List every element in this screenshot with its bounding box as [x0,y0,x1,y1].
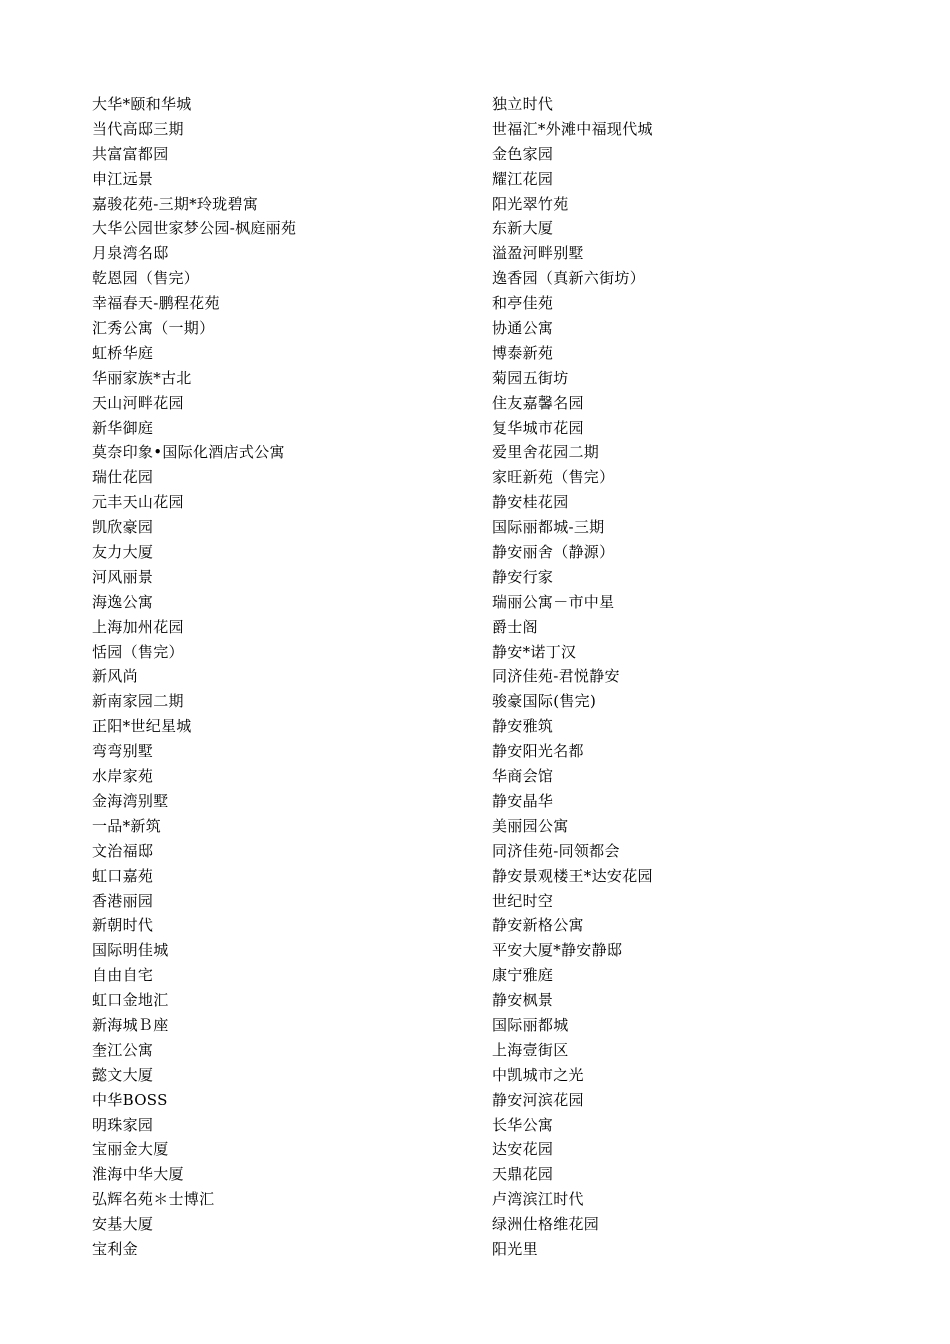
left-column-item: 元丰天山花园 [92,493,184,512]
left-column-item: 海逸公寓 [92,592,154,611]
right-column-item: 国际丽都城-三期 [492,518,605,537]
left-column-item: 一品*新筑 [92,816,162,835]
left-column-item: 月泉湾名邸 [92,244,169,263]
left-column-item: 安基大厦 [92,1215,154,1234]
left-column-item: 友力大厦 [92,543,154,562]
right-column-item: 达安花园 [492,1140,554,1159]
left-column-item: 弯弯别墅 [92,742,154,761]
left-column-item: 香港丽园 [92,891,154,910]
left-column-item: 大华公园世家梦公园-枫庭丽苑 [92,219,297,238]
right-column-item: 静安阳光名都 [492,742,584,761]
left-column-item: 正阳*世纪星城 [92,717,192,736]
right-column-item: 溢盈河畔别墅 [492,244,584,263]
left-column-item: 奎江公寓 [92,1040,154,1059]
left-column-item: 弘辉名苑＊士博汇 [92,1190,215,1209]
left-column-item: 宝丽金大厦 [92,1140,169,1159]
right-column-item: 静安新格公寓 [492,916,584,935]
left-column-item: 新朝时代 [92,916,154,935]
right-column-item: 世纪时空 [492,891,554,910]
left-column-item: 申江远景 [92,169,154,188]
right-column-item: 静安*诺丁汉 [492,642,577,661]
right-column-item: 金色家园 [492,144,554,163]
right-column-item: 美丽园公寓 [492,816,569,835]
left-column-item: 新华御庭 [92,418,154,437]
right-column-item: 静安晶华 [492,791,554,810]
left-column-item: 文治福邸 [92,841,154,860]
left-column-item: 虹口嘉苑 [92,866,154,885]
left-column-item: 淮海中华大厦 [92,1165,184,1184]
left-column-item: 中华BOSS [92,1090,168,1109]
left-column-item: 莫奈印象•国际化酒店式公寓 [92,443,285,462]
right-column-item: 静安景观楼王*达安花园 [492,866,653,885]
right-column-item: 逸香园（真新六街坊） [492,269,646,288]
right-column-item: 耀江花园 [492,169,554,188]
right-column-item: 华商会馆 [492,767,554,786]
right-column-item: 绿洲仕格维花园 [492,1215,600,1234]
right-column-item: 同济佳苑-君悦静安 [492,667,620,686]
left-column-item: 新海城Ｂ座 [92,1015,169,1034]
left-column-item: 华丽家族*古北 [92,368,192,387]
left-column-item: 金海湾别墅 [92,791,169,810]
right-column-item: 卢湾滨江时代 [492,1190,584,1209]
right-column-item: 协通公寓 [492,319,554,338]
right-column-item: 平安大厦*静安静邸 [492,941,623,960]
right-column-item: 瑞丽公寓－市中星 [492,592,615,611]
right-column-item: 东新大厦 [492,219,554,238]
left-column-item: 瑞仕花园 [92,468,154,487]
left-column-item: 嘉骏花苑-三期*玲珑碧寓 [92,194,259,213]
right-column-item: 菊园五街坊 [492,368,569,387]
right-column-item: 静安行家 [492,567,554,586]
left-column-item: 恬园（售完） [92,642,184,661]
right-column-item: 上海壹街区 [492,1040,569,1059]
left-column-item: 汇秀公寓（一期） [92,319,215,338]
left-column-item: 水岸家苑 [92,767,154,786]
right-column-item: 独立时代 [492,95,554,113]
left-column-item: 上海加州花园 [92,617,184,636]
right-column-item: 阳光里 [492,1239,538,1258]
left-column-item: 自由自宅 [92,966,154,985]
right-column-item: 阳光翠竹苑 [492,194,569,213]
right-column-item: 世福汇*外滩中福现代城 [492,119,653,138]
right-column-item: 静安枫景 [492,991,554,1010]
left-column-item: 虹口金地汇 [92,991,169,1010]
right-column-item: 静安雅筑 [492,717,554,736]
left-column-list [92,92,472,1262]
right-column-item: 住友嘉馨名园 [492,393,584,412]
right-column-item: 爵士阁 [492,617,538,636]
right-column-item: 家旺新苑（售完） [492,468,615,487]
right-column-item: 国际丽都城 [492,1015,569,1034]
right-column-item: 静安丽舍（静源） [492,543,615,562]
left-column-item: 明珠家园 [92,1115,154,1134]
right-column-item: 骏豪国际(售完) [492,692,597,711]
right-column-item: 静安河滨花园 [492,1090,584,1109]
left-column-item: 乾恩园（售完） [92,269,200,288]
left-column-item: 幸福春天-鹏程花苑 [92,294,220,313]
left-column-item: 河风丽景 [92,567,154,586]
right-column-item: 中凯城市之光 [492,1065,584,1084]
right-column-item: 复华城市花园 [492,418,584,437]
left-column-item: 宝利金 [92,1239,138,1258]
right-column-item: 博泰新苑 [492,343,554,362]
left-column-item: 大华*颐和华城 [92,95,192,113]
left-column-item: 凯欣豪园 [92,518,154,537]
left-column-item: 国际明佳城 [92,941,169,960]
left-column-item: 当代高邸三期 [92,119,184,138]
left-column-item: 新南家园二期 [92,692,184,711]
right-column-item: 静安桂花园 [492,493,569,512]
right-column-item: 康宁雅庭 [492,966,554,985]
right-column-item: 同济佳苑-同领都会 [492,841,620,860]
right-column-item: 爱里舍花园二期 [492,443,600,462]
left-column-item: 共富富都园 [92,144,169,163]
right-column-item: 天鼎花园 [492,1165,554,1184]
right-column-item: 长华公寓 [492,1115,554,1134]
right-column-list [492,92,912,1262]
left-column-item: 懿文大厦 [92,1065,154,1084]
left-column-item: 虹桥华庭 [92,343,154,362]
left-column-item: 新风尚 [92,667,138,686]
left-column-item: 天山河畔花园 [92,393,184,412]
right-column-item: 和亭佳苑 [492,294,554,313]
